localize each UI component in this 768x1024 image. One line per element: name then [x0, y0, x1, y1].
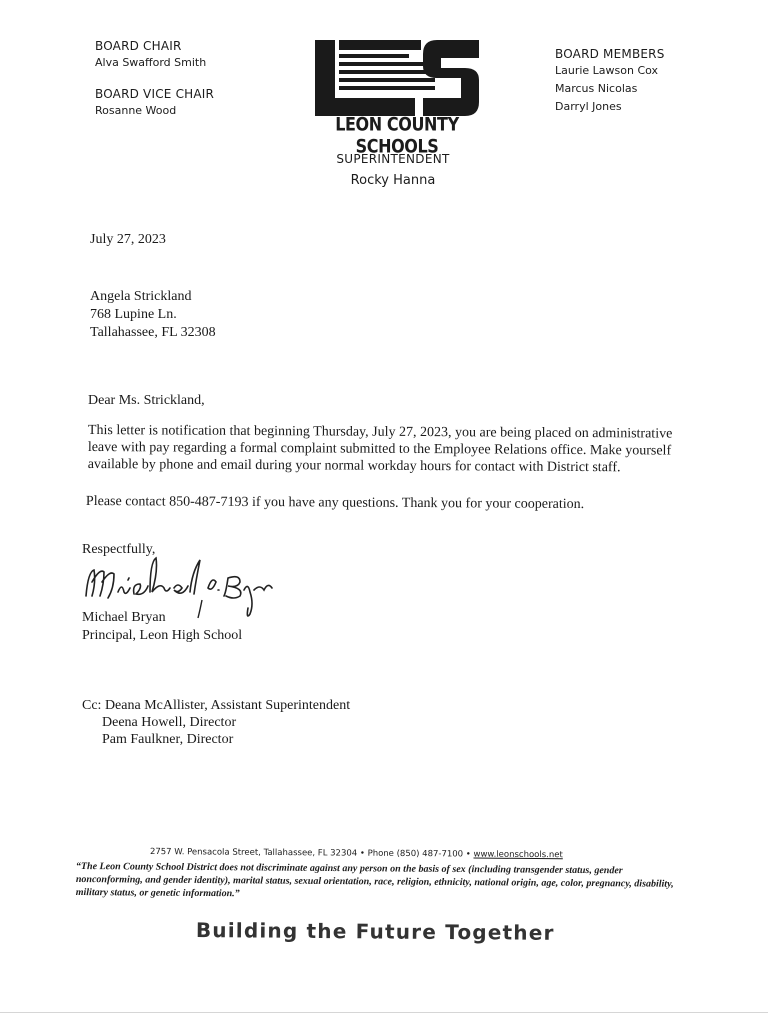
signer-name: Michael Bryan — [82, 610, 166, 625]
cc-line: Cc: Deana McAllister, Assistant Superintendent — [82, 698, 351, 713]
recipient-address — [90, 288, 216, 342]
board-chair-name: Alva Swafford Smith — [95, 56, 207, 69]
board-members-title: BOARD MEMBERS — [555, 47, 665, 61]
letter-date: July 27, 2023 — [90, 232, 166, 247]
cc-line: Pam Faulkner, Director — [102, 732, 234, 747]
board-members-block — [555, 46, 665, 116]
salutation: Dear Ms. Strickland, — [88, 393, 205, 408]
nondiscrimination-statement: “The Leon County School District does not discriminate against any person on the basis of sex (including transgender status, gender nonconforming, and gender identity), marital status, sexual orientation, race, religion, ethnicity, national origin, age, color, pregnancy, disability, military status, or genetic information.” — [75, 860, 674, 900]
footer-tagline: Building the Future Together — [195, 918, 555, 945]
board-member: Marcus Nicolas — [555, 82, 638, 95]
signer-title: Principal, Leon High School — [82, 628, 243, 643]
cc-line: Deena Howell, Director — [102, 715, 237, 730]
logo-wordmark: LEON COUNTY SCHOOLS — [335, 113, 459, 157]
recipient-street: 768 Lupine Ln. — [90, 307, 177, 322]
board-vice-chair-name: Rosanne Wood — [95, 104, 177, 117]
board-chair-title: BOARD CHAIR — [95, 39, 182, 53]
scan-edge-line — [0, 1012, 768, 1013]
board-member: Laurie Lawson Cox — [555, 64, 659, 77]
recipient-name: Angela Strickland — [90, 289, 192, 304]
recipient-city: Tallahassee, FL 32308 — [90, 325, 216, 340]
signer-block — [82, 609, 242, 645]
board-member: Darryl Jones — [555, 100, 622, 113]
closing: Respectfully, — [82, 542, 156, 557]
board-vice-chair-title: BOARD VICE CHAIR — [95, 87, 215, 101]
footer-address — [150, 847, 620, 861]
footer-address-text: 2757 W. Pensacola Street, Tallahassee, FL 32304 • Phone (850) 487-7100 • — [149, 847, 474, 860]
superintendent-title: SUPERINTENDENT — [336, 152, 450, 166]
footer-website-link[interactable]: www.leonschools.net — [473, 849, 563, 861]
cc-list — [82, 697, 350, 748]
board-chair-block — [95, 38, 214, 120]
superintendent-name: Rocky Hanna — [350, 173, 436, 188]
body-paragraph-2: Please contact 850-487-7193 if you have any questions. Thank you for your cooperation. — [85, 494, 585, 513]
body-paragraph-1: This letter is notification that beginning Thursday, July 27, 2023, you are being placed on administrative leave with pay regarding a formal complaint submitted to the Employee Relations office. Make yourself available by phone and email during your normal workday hours for contact with District staff. — [87, 422, 673, 476]
